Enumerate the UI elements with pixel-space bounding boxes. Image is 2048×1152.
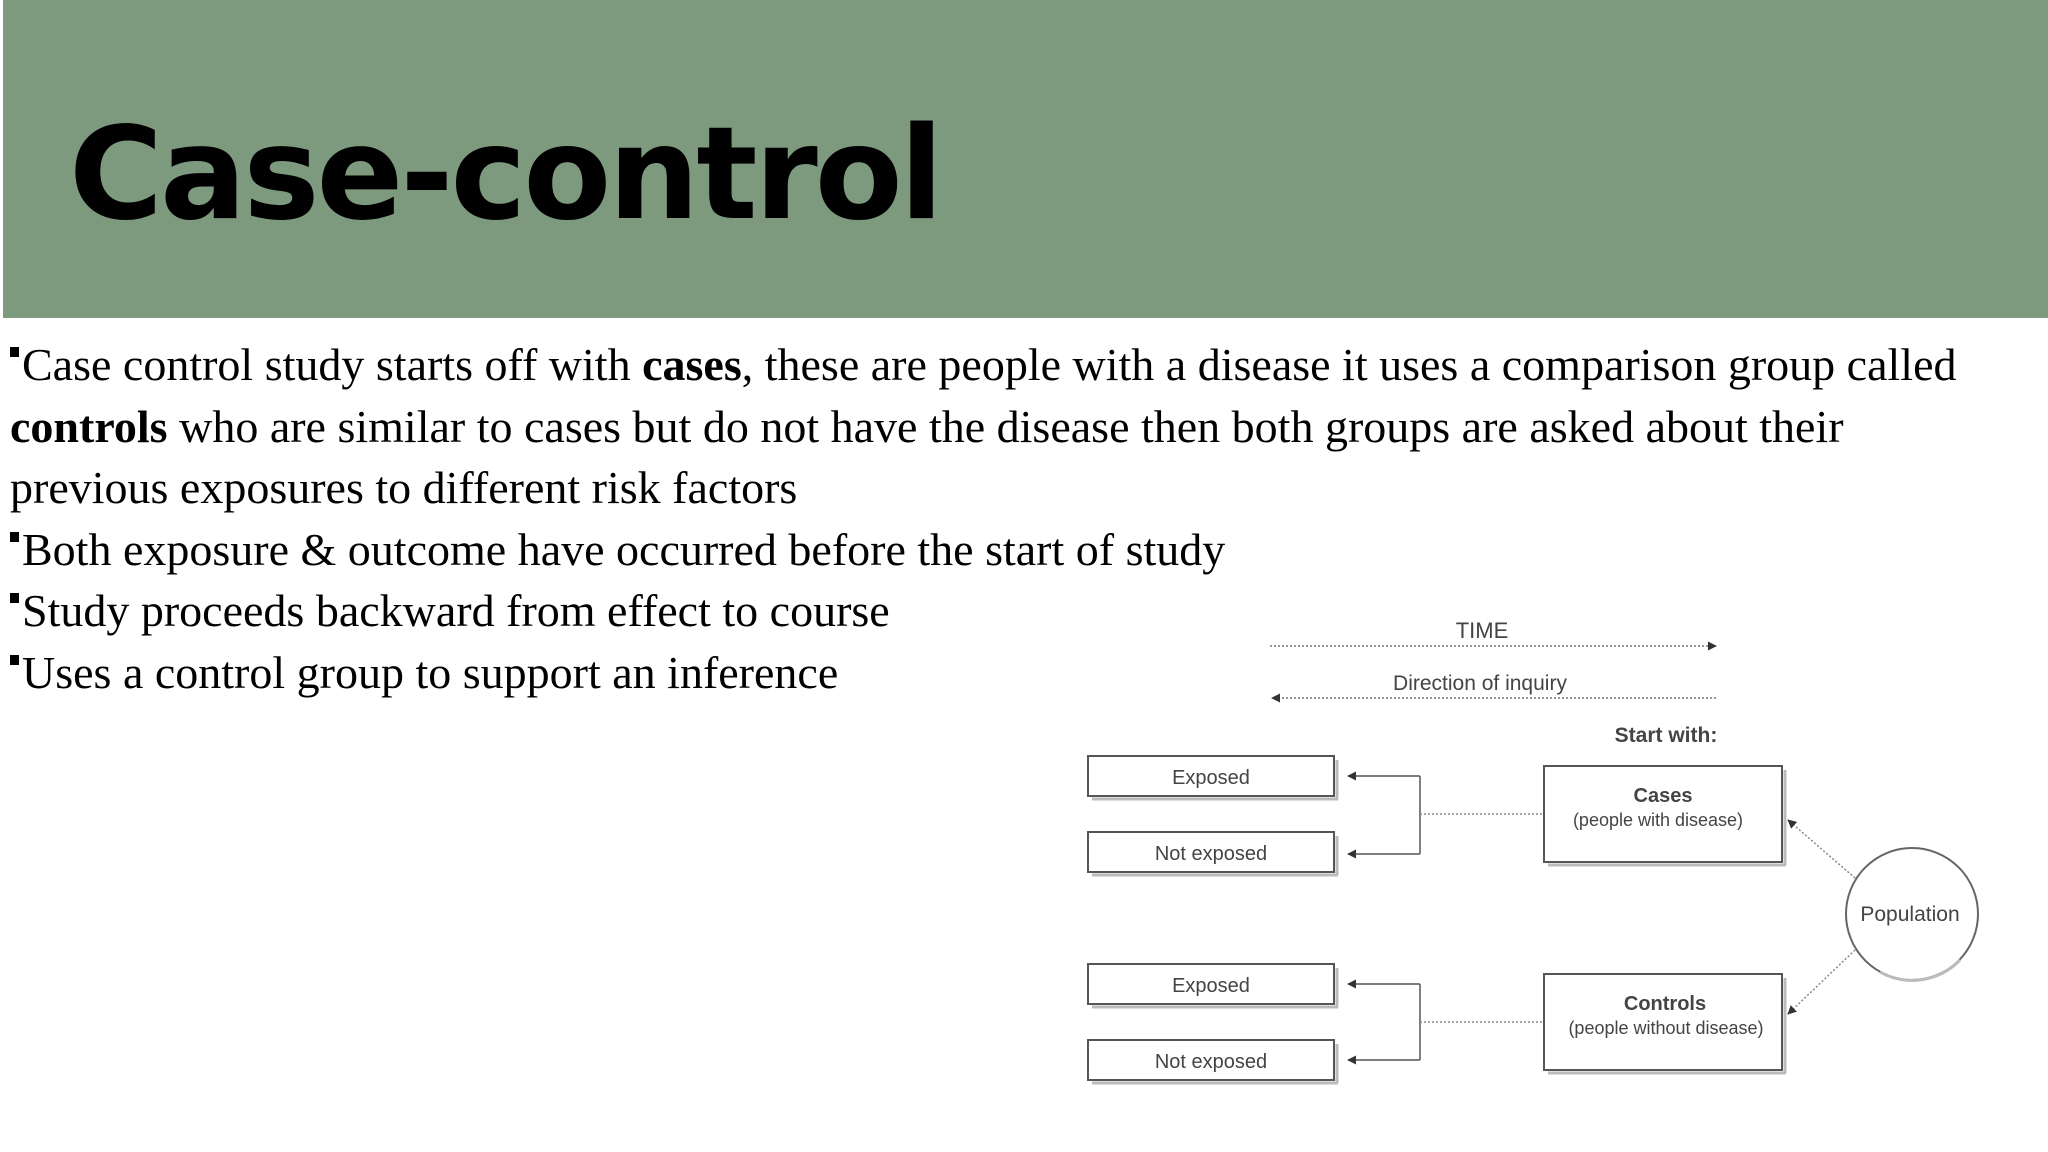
controls-box <box>1544 974 1786 1073</box>
bullet-text: , these are people with a disease it uses a comparison group called <box>741 339 1957 390</box>
controls-exposed-box <box>1088 964 1338 1007</box>
cases-subtitle: (people with disease) <box>1572 810 1744 830</box>
controls-title: Controls <box>1623 993 1707 1015</box>
slide-title: Case-control <box>69 100 941 249</box>
bullet-square-icon <box>10 532 19 542</box>
controls-not-exposed-box <box>1088 1040 1338 1083</box>
population-to-cases-arrow <box>1788 820 1855 878</box>
title-bar <box>3 0 2048 318</box>
cases-connector <box>1348 776 1544 854</box>
bullet-square-icon <box>10 593 19 603</box>
cases-not-exposed-label: Not exposed <box>1154 843 1268 865</box>
population-circle <box>1846 848 1978 980</box>
direction-of-inquiry-arrow <box>1272 672 1716 698</box>
population-label: Population <box>1860 903 1960 926</box>
start-with-label: Start with: <box>1614 724 1718 747</box>
cases-title: Cases <box>1633 785 1693 807</box>
bullet-term-cases: cases <box>642 339 742 390</box>
controls-subtitle: (people without disease) <box>1568 1018 1764 1038</box>
bullet-item <box>10 519 2000 581</box>
cases-not-exposed-box <box>1088 832 1338 875</box>
cases-box <box>1544 766 1786 865</box>
bullet-text: who are similar to cases but do not have the disease then both groups are asked about their previous exposures to different risk factors <box>10 400 1844 513</box>
time-arrow <box>1270 618 1716 646</box>
bullet-text: Uses a control group to support an inference <box>22 646 839 698</box>
direction-of-inquiry-label: Direction of inquiry <box>1393 672 1567 695</box>
case-control-diagram <box>1020 588 2002 1106</box>
time-label: TIME <box>1455 618 1509 643</box>
bullet-square-icon <box>10 347 19 357</box>
controls-not-exposed-label: Not exposed <box>1154 1051 1268 1073</box>
bullet-text: Case control study starts off with <box>22 339 643 390</box>
bullet-term-controls: controls <box>10 400 168 452</box>
bullet-text: Study proceeds backward from effect to course <box>22 585 890 636</box>
population-to-controls-arrow <box>1788 950 1855 1014</box>
cases-exposed-box <box>1088 756 1338 799</box>
controls-connector <box>1348 984 1544 1060</box>
bullet-square-icon <box>10 655 19 665</box>
cases-exposed-label: Exposed <box>1172 767 1250 789</box>
controls-exposed-label: Exposed <box>1172 975 1250 997</box>
bullet-text: Both exposure & outcome have occurred before the start of study <box>22 523 1226 575</box>
bullet-item <box>10 334 2000 519</box>
